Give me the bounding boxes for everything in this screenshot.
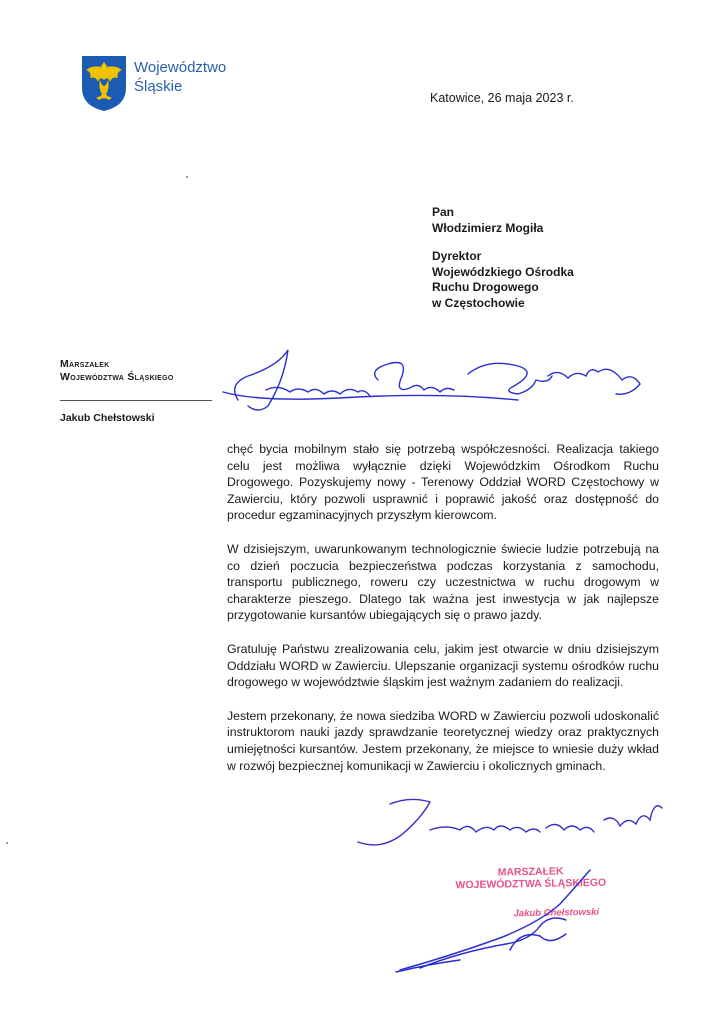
- addressee-block: [432, 205, 574, 311]
- body-paragraph-1: chęć bycia mobilnym stało się potrzebą współczesności. Realizacja takiego celu jest możliwa wyłącznie dzięki Wojewódzkim Ośrodkom Ruchu Drogowego. Pozyskujemy nowy - Terenowy Oddział WORD Częstochowy w Zawierciu, który pozwoli usprawnić i poprawić jakość oraz dostępność do procedur egzaminacyjnych przyszłym kierowcom.: [227, 442, 659, 523]
- handwritten-closing: [350, 790, 670, 860]
- sender-title-1: Marszałek: [60, 358, 110, 370]
- stamp-line-2: WOJEWÓDZTWA ŚLĄSKIEGO: [455, 876, 607, 892]
- addressee-name: Włodzimierz Mogiła: [432, 220, 544, 235]
- speck: [6, 842, 8, 844]
- addressee-salutation: Pan: [432, 205, 455, 219]
- addressee-org-line-2: Ruchu Drogowego: [432, 280, 539, 294]
- silesia-crest-icon: [80, 54, 128, 112]
- org-line-2: Śląskie: [134, 78, 183, 95]
- addressee-position: Dyrektor: [432, 249, 482, 263]
- handwritten-greeting-signature: [218, 340, 658, 420]
- addressee-org-line-1: Wojewódzkiego Ośrodka: [432, 264, 574, 279]
- stamp-line-3: Jakub Chełstowski: [513, 906, 600, 920]
- body-paragraph-2: W dzisiejszym, uwarunkowanym technologicznie świecie ludzie potrzebują na co dzień poczucia bezpieczeństwa podczas korzystania z samochodu, transportu publicznego, roweru czy uczestnictwa w ruchu drogowym w charakterze pieszego. Dlatego tak ważna jest inwestycja w jak najlepsze przygotowanie kursantów ubiegających się o prawo jazdy.: [227, 541, 659, 623]
- stamp-line-1: MARSZAŁEK: [497, 865, 564, 879]
- sender-divider: [60, 400, 212, 401]
- org-line-1: Województwo: [134, 59, 227, 76]
- letter-body: [227, 441, 659, 791]
- body-paragraph-3: Gratuluję Państwu zrealizowania celu, jakim jest otwarcie w dniu dzisiejszym Oddziału WORD w Zawierciu. Ulepszanie organizacji systemu ośrodków ruchu drogowego w województwie śląskim jest ważnym zadaniem do realizacji.: [227, 641, 659, 690]
- sender-block: [60, 358, 212, 425]
- body-paragraph-4: Jestem przekonany, że nowa siedziba WORD w Zawierciu pozwoli udoskonalić instruktorom nauki jazdy sprawdzanie teoretycznej wiedzy oraz praktycznych umiejętności kursantów. Jestem przekonany, że miejsce to wniesie duży wkład w rozwój bezpiecznej komunikacji w Zawierciu i okolicznych gminach.: [227, 708, 659, 773]
- letter-date: Katowice, 26 maja 2023 r.: [430, 91, 574, 105]
- speck: [186, 176, 188, 178]
- sender-name: Jakub Chełstowski: [60, 412, 155, 424]
- final-signature: [390, 860, 640, 980]
- organization-name: [134, 58, 226, 96]
- sender-title-2: Województwa Śląskiego: [60, 371, 174, 383]
- addressee-org-line-3: w Częstochowie: [432, 295, 525, 310]
